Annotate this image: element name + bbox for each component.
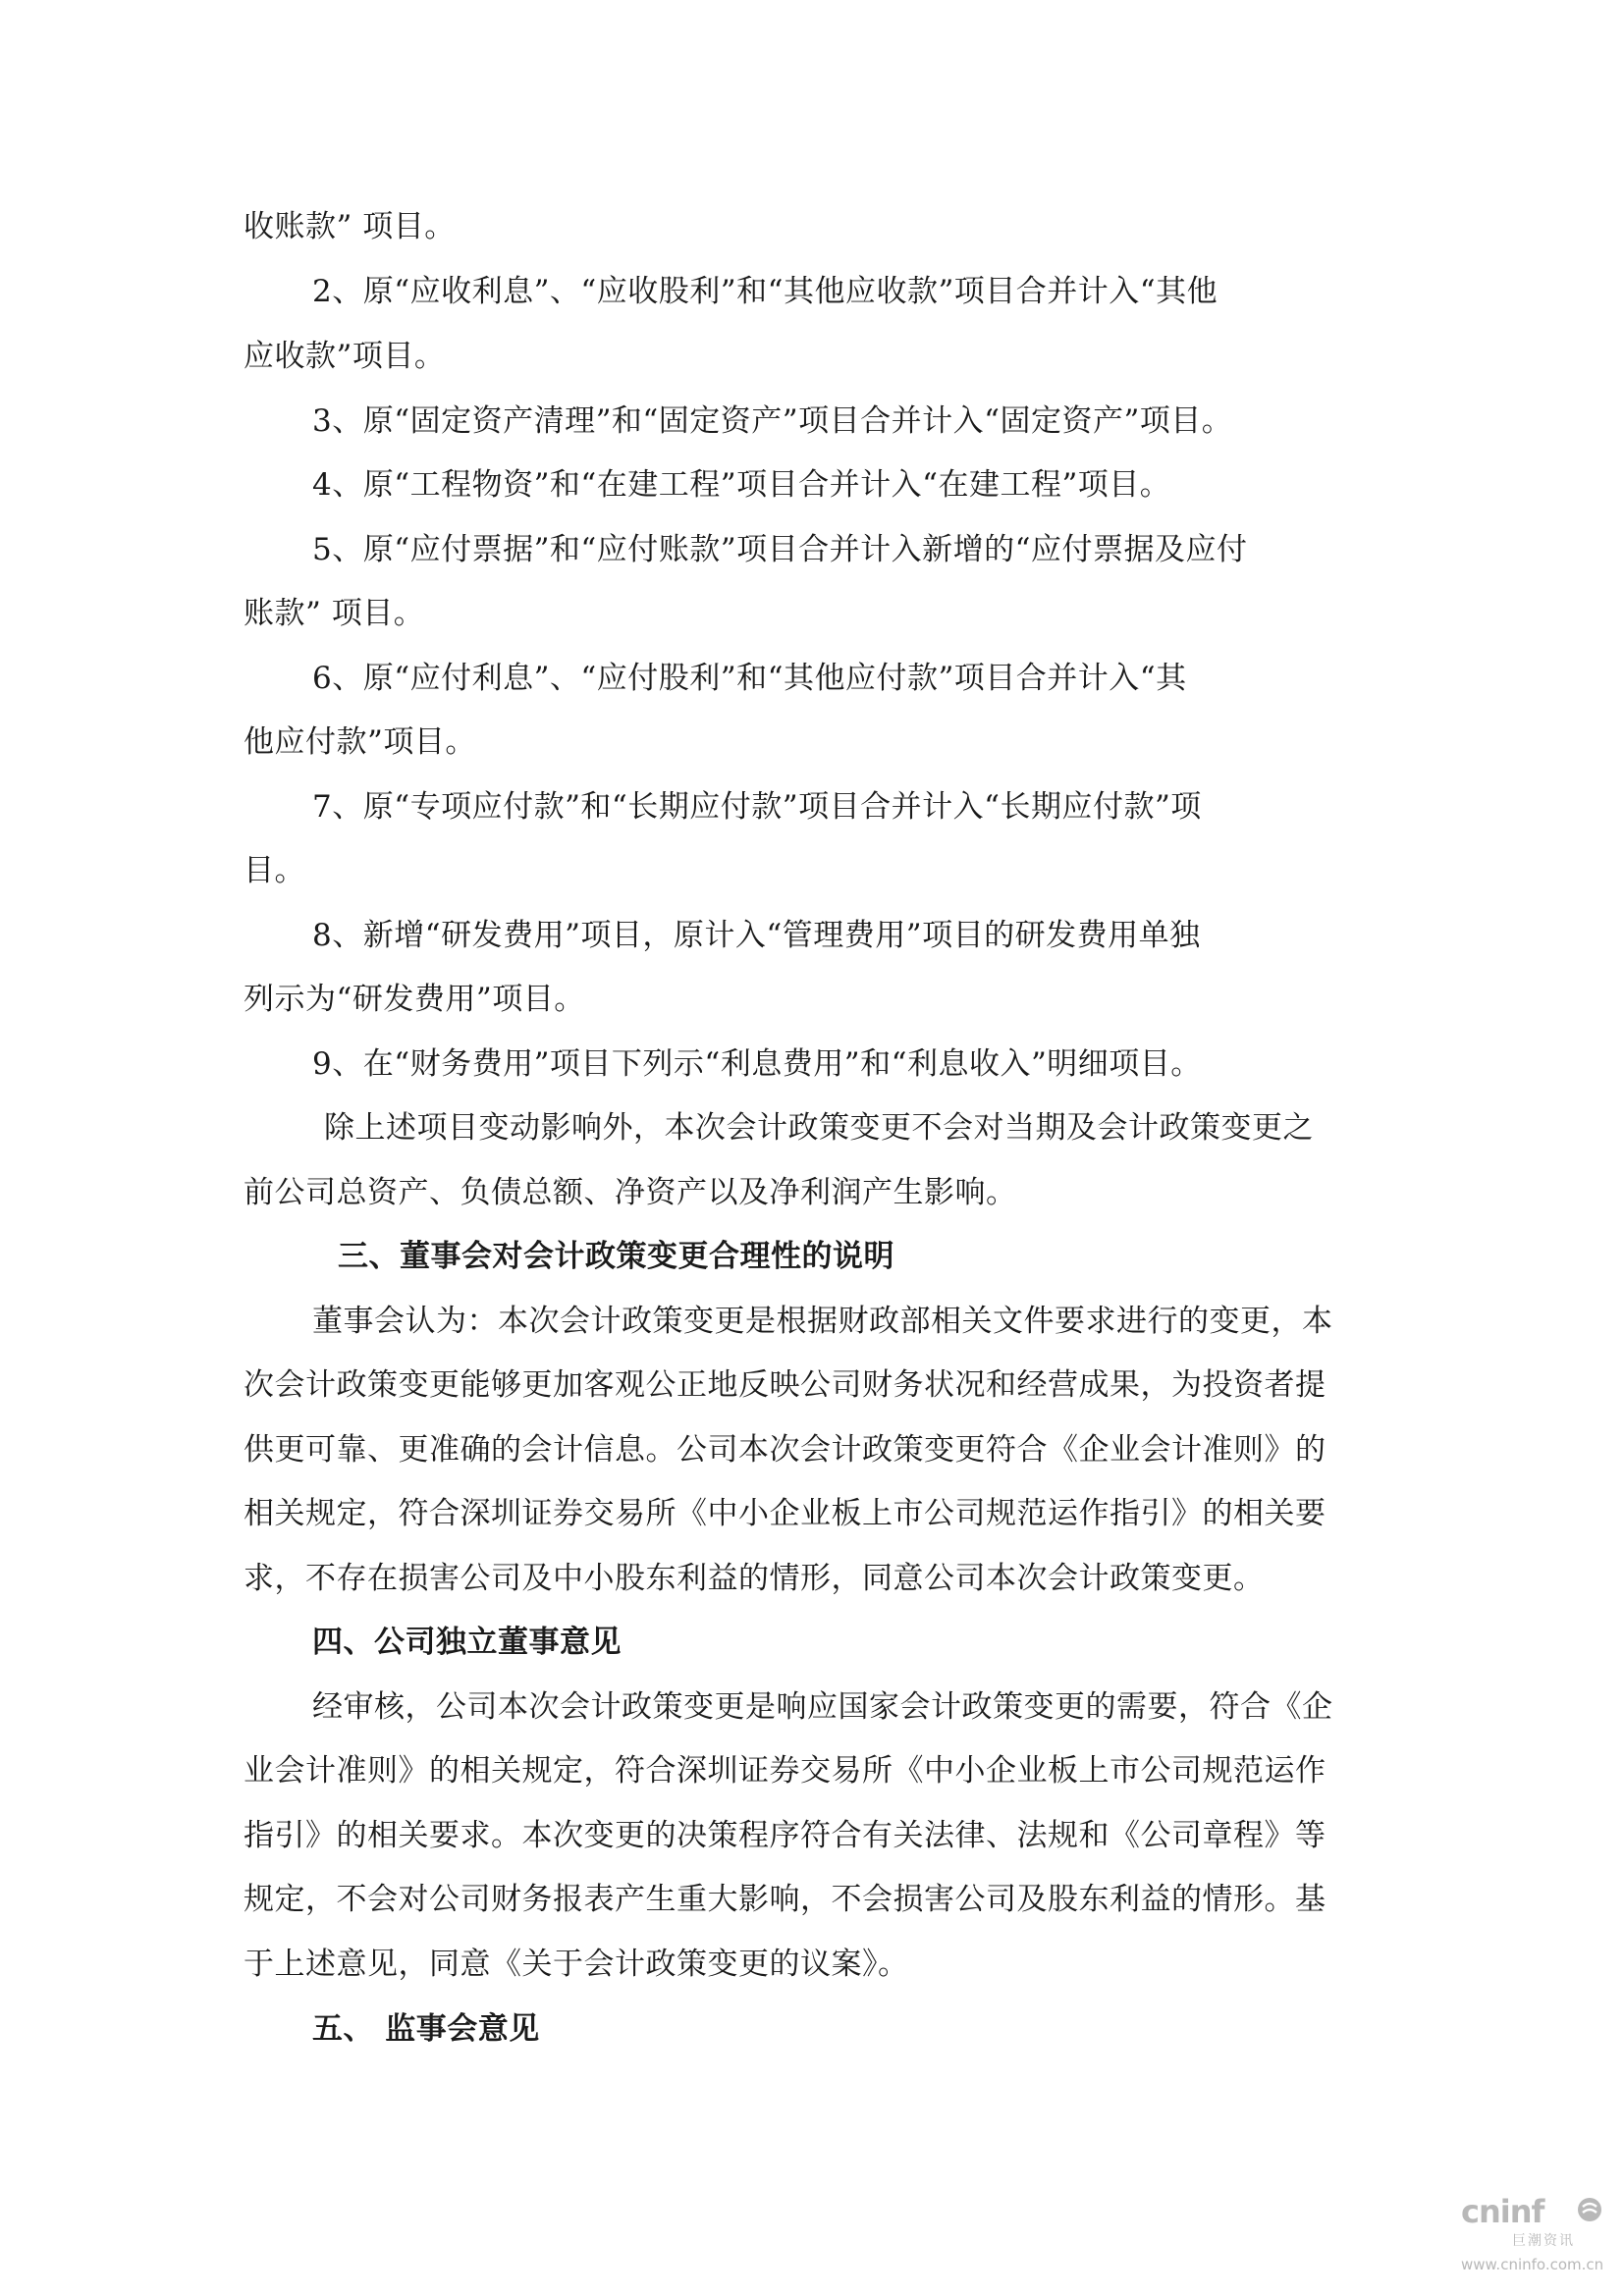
- text-line: 相关规定，符合深圳证券交易所《中小企业板上市公司规范运作指引》的相关要: [244, 1496, 1326, 1531]
- text-line: 董事会认为：本次会计政策变更是根据财政部相关文件要求进行的变更，本: [312, 1304, 1333, 1339]
- text-line: 求，不存在损害公司及中小股东利益的情形，同意公司本次会计政策变更。: [244, 1561, 1265, 1596]
- text-line: 7、原“专项应付款”和“长期应付款”项目合并计入“长期应付款”项: [312, 789, 1202, 825]
- text-line: 列示为“研发费用”项目。: [244, 982, 585, 1017]
- text-line: 次会计政策变更能够更加客观公正地反映公司财务状况和经营成果，为投资者提: [244, 1367, 1326, 1403]
- text-line: 前公司总资产、负债总额、净资产以及净利润产生影响。: [244, 1175, 1017, 1210]
- text-line: 收账款” 项目。: [244, 209, 456, 244]
- text-line: 2、原“应收利息”、“应收股利”和“其他应收款”项目合并计入“其他: [312, 274, 1218, 309]
- text-line: 5、原“应付票据”和“应付账款”项目合并计入新增的“应付票据及应付: [312, 532, 1248, 567]
- watermark-sub: 巨潮资讯: [1512, 2233, 1575, 2249]
- text-line: 业会计准则》的相关规定，符合深圳证券交易所《中小企业板上市公司规范运作: [244, 1753, 1326, 1789]
- text-line: 6、原“应付利息”、“应付股利”和“其他应付款”项目合并计入“其: [312, 661, 1187, 696]
- text-line: 8、新增“研发费用”项目，原计入“管理费用”项目的研发费用单独: [312, 918, 1201, 953]
- text-line: 经审核，公司本次会计政策变更是响应国家会计政策变更的需要，符合《企: [312, 1689, 1333, 1725]
- section-heading: 五、 监事会意见: [312, 2011, 540, 2047]
- text-line: 供更可靠、更准确的会计信息。公司本次会计政策变更符合《企业会计准则》的: [244, 1432, 1326, 1468]
- text-line: 于上述意见，同意《关于会计政策变更的议案》。: [244, 1947, 909, 1982]
- watermark-brand: cninf: [1461, 2193, 1544, 2230]
- text-line: 9、在“财务费用”项目下列示“利息费用”和“利息收入”明细项目。: [312, 1046, 1202, 1082]
- text-line: 应收款”项目。: [244, 339, 446, 374]
- text-line: 3、原“固定资产清理”和“固定资产”项目合并计入“固定资产”项目。: [312, 403, 1233, 439]
- text-line: 指引》的相关要求。本次变更的决策程序符合有关法律、法规和《公司章程》等: [244, 1818, 1326, 1853]
- text-line: 4、原“工程物资”和“在建工程”项目合并计入“在建工程”项目。: [312, 467, 1171, 503]
- section-heading: 四、公司独立董事意见: [312, 1625, 622, 1660]
- text-line: 账款” 项目。: [244, 596, 425, 631]
- section-heading: 三、董事会对会计政策变更合理性的说明: [338, 1239, 894, 1274]
- text-line: 除上述项目变动影响外，本次会计政策变更不会对当期及会计政策变更之: [324, 1110, 1314, 1146]
- cninf-logo-icon: [1577, 2197, 1602, 2222]
- cninfo-watermark: [1461, 2193, 1608, 2281]
- text-line: 他应付款”项目。: [244, 724, 476, 760]
- text-line: 规定，不会对公司财务报表产生重大影响，不会损害公司及股东利益的情形。基: [244, 1882, 1326, 1917]
- text-line: 目。: [244, 853, 305, 888]
- watermark-url: www.cninfo.com.cn: [1461, 2256, 1604, 2273]
